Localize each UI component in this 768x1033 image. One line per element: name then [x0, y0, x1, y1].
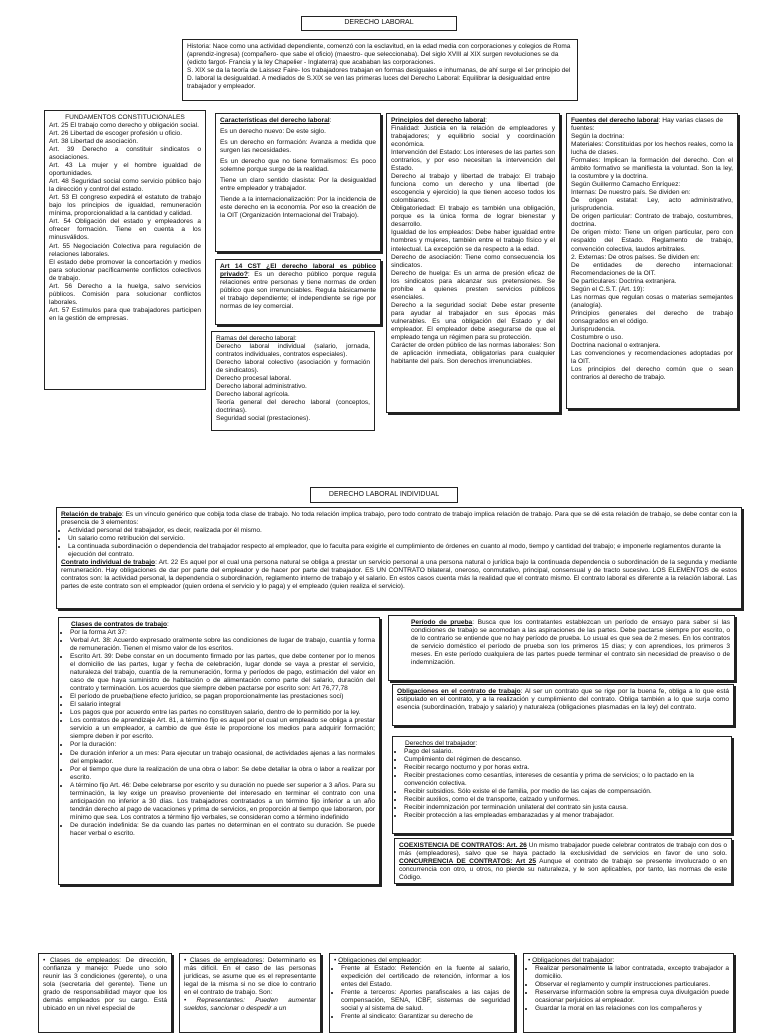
obligacion-trabajador-item: • Observar el reglamento y cumplir instrucciones particulares. — [535, 981, 729, 989]
rama-item: Derecho laboral agrícola. — [216, 391, 290, 399]
clases-contratos-box: Clases de contratos de trabajo: • Por la forma Art 37: • Verbal Art. 38: Acuerdo expresado oralmente sobre las condiciones de lugar de trabajo, cuantía y forma de remuneración. Tienen el mismo valor de los escritos. • Escrito Art. 39: Debe constar en un documento firmado por las partes, que debe contener por lo menos el domicilio de las partes, lugar y fecha de celebración, lugar donde se vaya a prestar el servicio, naturaleza del trabajo, cuantía de la remuneración, forma y períodos de pago, estimación del valor en caso de que haya suministro de habitación o de alimentación como parte del salario, duración del contrato y terminación. Los acuerdos que siempre deben pactarse por escrito son: Art 76,77,78 • El período de prueba(tiene efecto jurídico, se pagan proporcionalmente las prestaciones soci) • El salario integral • Los pagos que por acuerdo entre las partes no constituyen salario, dentro de lo permitido por la ley. • Los contratos de aprendizaje Art. 81, a término fijo es aquel por el cual un empleado se obliga a prestar servicio a un empleador, a cambio de que éste le proporcione los medios para adquirir formación; siempre deben ir por escrito. • Por la duración: • De duración inferior a un mes: Para ejecutar un trabajo ocasional, de actividades ajenas a las normales del empleador. • Por el tiempo que dure la realización de una obra o labor: Se debe detallar la obra o labor a realizar por escrito. • A término fijo Art. 46: Debe celebrarse por escrito y su duración no puede ser superior a 3 años. Para su terminación, la ley exige un preaviso proveniente del interesado en terminar el contrato con una anticipación no inferior a 30 días. Los trabajadores contratados a un término fijo inferior a un año tendrán derecho al pago de vacaciones y prima de servicios, en proporción al tiempo que laboraron, por mínimo que sea. Los contratos a término fijo verbales, se consideran como a término indefinido • De duración indefinida: Se da cuando las partes no determinan en el contrato su duración. Se puede hacer verbal o escrito. — [58, 617, 380, 885]
fuente-item: De particulares: Doctrina extranjera. — [571, 277, 677, 285]
fundamento-item: El estado debe promover la concertación y medios para solucionar pacíficamente conflictos colectivos de trabajo. — [49, 258, 201, 282]
obligacion-trabajador-item: • Realizar personalmente la labor contratada, excepto trabajador a domicilio. — [535, 965, 729, 981]
fundamento-item: Art. 39 Derecho a constituir sindicatos o asociaciones. — [49, 146, 201, 162]
rama-item: Derecho procesal laboral. — [216, 375, 292, 383]
fuente-item: 2. Externas: De otros países. Se dividen en: — [571, 253, 700, 261]
derecho-item: • Recibir protección a las empleadas embarazadas y al menor trabajador. — [404, 812, 727, 820]
clase-contrato-item: • El período de prueba(tiene efecto jurídico, se pagan proporcionalmente las prestaciones soci) — [70, 693, 375, 701]
caracteristica-item: Tiende a la internacionalización: Por la incidencia de este derecho en la economía. Por eso la creación de la OIT (Organización Internacional del Trabajo). — [220, 196, 376, 220]
obligaciones-contrato-box — [392, 684, 734, 726]
derecho-item: • Recibir auxilios, como el de transporte, calzado y uniformes. — [404, 796, 727, 804]
fundamento-item: Art. 38 Libertad de asociación. — [49, 138, 139, 146]
derecho-item: • Pago del salario. — [404, 748, 727, 756]
coexistencia-text: Un mismo trabajador puede celebrar contratos de trabajo con dos o más (empleadores), salvo que se haya pactado la exclusividad de servicios en favor de uno solo. — [399, 842, 728, 858]
obligaciones-empleador-box: • Obligaciones del empleador: • Frente al Estado: Retención en la fuente al salario, expedición del certificado de retención, informar a los entes del Estado. • Frente a terceros: Aportes parafiscales a las cajas de compensación, SENA, ICBF, sistemas de seguridad social y al sistema de salud. • Frente al sindicato: Garantizar su derecho de — [329, 953, 515, 1033]
art14-box — [215, 259, 381, 325]
derecho-item: • Cumplimiento del régimen de descanso. — [404, 756, 727, 764]
relacion-title: Relación de trabajo — [61, 511, 122, 518]
periodo-prueba-text: : Busca que los contratantes establezcan un período de ensayo para saber si las condiciones de trabajo se acomodan a las aspiraciones de las partes. Debe pactarse siempre por escrito, o de lo contrario se entiende que no hay período de prueba. Lo usual es que sea de 2 meses. En los contratos de servicio doméstico el período de prueba son los primeros 15 días; y con aprendices, los primeros 3 meses. En este período cualquiera de las partes puede terminar el contrato sin necesidad de preaviso o de indemnización. — [411, 619, 730, 667]
fuentes-title: Fuentes del derecho laboral — [571, 117, 659, 124]
art14-title: Art 14 CST ¿El derecho laboral es público privado? — [220, 263, 376, 279]
fundamento-item: Art. 53 El congreso expedirá el estatuto de trabajo bajo los principios de igualdad, remuneración mínima, proporcionalidad a la cantidad y calidad. — [49, 194, 201, 218]
clases-empleadores-title: Clases de empleadores — [189, 957, 263, 964]
fuente-item: De origen particular: Contrato de trabajo, costumbres, doctrina. — [571, 213, 733, 229]
fuente-item: Formales: Implican la formación del derecho. Con el ámbito formativo se manifiesta la voluntad. Son la ley, la costumbre y la doctrina. — [571, 157, 733, 181]
fundamento-item: Art. 48 Seguridad social como servicio público bajo la dirección y control del estado. — [49, 178, 201, 194]
clases-empleados-title: Clases de empleados — [50, 957, 120, 964]
ramas-box: Ramas del derecho laboral: Derecho laboral individual (salario, jornada, contratos individuales, contratos especiales). Derecho laboral colectivo (asociación y formación de sindicatos). Derecho procesal laboral. Derecho laboral administrativo. Derecho laboral agrícola. Teoría general del derecho laboral (conceptos, doctrinas). Seguridad social (prestaciones). — [211, 331, 375, 431]
principios-title: Principios del derecho laboral — [391, 117, 486, 124]
rama-item: Seguridad social (prestaciones). — [216, 415, 311, 423]
relacion-element-item: • Un salario como retribución del servicio. — [68, 535, 737, 543]
principio-item: Derecho a la seguridad social: Debe estar presente para ayudar al trabajador en sus épocas más vulnerables. Es una obligación del Estado y del empleador. El empleador debe asegurarse de que el empleado tenga un régimen para su protección. — [391, 301, 555, 341]
relacion-elements-list — [61, 527, 737, 559]
clase-contrato-item: • Los contratos de aprendizaje Art. 81, a término fijo es aquel por el cual un empleado se obliga a prestar servicio a un empleador, a cambio de que éste le proporcione los medios para adquirir formación; siempre deben ir por escrito. — [70, 717, 375, 741]
principio-item: Finalidad: Justicia en la relación de empleadores y trabajadores; y equilibrio social y coordinación económica. — [391, 125, 555, 149]
derecho-item: • Recibir subsidios. Sólo existe el de familia, por medio de las cajas de compensación. — [404, 788, 727, 796]
clase-contrato-item: • El salario integral — [70, 701, 375, 709]
clase-contrato-item: • Por el tiempo que dure la realización de una obra o labor: Se debe detallar la obra o labor a realizar por escrito. — [70, 766, 375, 782]
fundamento-item: Art. 57 Estímulos para que trabajadores participen en la gestión de empresas. — [49, 306, 201, 322]
rama-item: Teoría general del derecho laboral (conceptos, doctrinas). — [216, 399, 370, 415]
clase-contrato-item: • De duración indefinida: Se da cuando las partes no determinan en el contrato su duración. Se puede hacer verbal o escrito. — [70, 822, 375, 838]
principio-item: Igualdad de los empleados: Debe haber igualdad entre hombres y mujeres, también entre el trabajo físico y el intelectual. La excepción se da respecto a la edad. — [391, 229, 555, 253]
obligacion-trabajador-item: • Reservarse información sobre la empresa cuya divulgación puede ocasionar perjuicios al empleador. — [535, 989, 729, 1005]
periodo-prueba-title: Período de prueba — [411, 619, 473, 626]
fuente-item: Principios generales del derecho de trabajo consagrados en el código. — [571, 309, 733, 325]
history-text-2: S. XIX se da la teoría de Laissez Faire- los trabajadores trabajan en formas desiguales e inhumanas, de ahí surge el 1er principio del D. laboral la desigualdad. A mediados de S.XIX se ven las primeras luces del Derecho Laboral: Equilibrar la desigualdad entre trabajador y empleador. — [187, 66, 571, 90]
clases-empleados-box: • Clases de empleados: De dirección, confianza y manejo: Puede uno solo reunir las 3 condiciones (gerente), o una sola (secretaria del gerente). Tiene un grado de responsabilidad mayor que los demás empleados por su cargo. Está ubicado en un nivel especial de — [38, 953, 172, 1033]
fuente-item: Doctrina nacional o extranjera. — [571, 341, 661, 349]
rama-item: Derecho laboral administrativo. — [216, 383, 307, 391]
contrato-individual-text: : Art. 22 Es aquel por el cual una persona natural se obliga a prestar un servicio personal a una persona natural o jurídica bajo la continuada dependencia o subordinación de la segunda y mediante remuneración. Hay obligaciones de dar por parte del empleador y de hacer por parte del trabajador. ES UN CONTRATO bilateral, oneroso, conmutativo, principal, consensual y de tracto sucesivo. LOS ELEMENTOS de estos contratos son: la actividad personal, la dependencia o subordinación, reglamento interno de trabajo y el salario. En estos casos cuenta más la realidad que el contrato mismo. El contrato laboral es diferente a la relación laboral. Las partes de este contrato son el empleador (quien ordena el servicio y lo paga) y el empleado (quien realiza el servicio). — [61, 559, 738, 591]
clases-empleadores-box: • Clases de empleadores: Determinarlo es más difícil. En el caso de las personas jurídicas, se asume que es el representante legal de la misma si no se dice lo contrario en el contrato de trabajo. Son: • Representantes: Pueden aumentar sueldos, sancionar o despedir a un — [179, 953, 321, 1033]
history-box — [182, 39, 578, 101]
relacion-element-item: • La continuada subordinación o dependencia del trabajador respecto al empleador, que lo faculta para exigirle el cumplimiento de órdenes en cuanto al modo, tiempo y cantidad del trabajo; e imponerle reglamentos durante la ejecución del contrato. — [68, 543, 737, 559]
caracteristicas-title: Características del derecho laboral — [220, 117, 330, 124]
clase-contrato-item: • De duración inferior a un mes: Para ejecutar un trabajo ocasional, de actividades ajenas a las normales del empleador. — [70, 750, 375, 766]
fuente-item: De origen estatal: Ley, acto administrativo, jurisprudencia. — [571, 197, 733, 213]
concurrencia-title: CONCURRENCIA DE CONTRATOS: Art 25 — [399, 858, 537, 866]
obligacion-empleador-item: • Frente al Estado: Retención en la fuente al salario, expedición del certificado de retención, informar a los entes del Estado. — [341, 965, 510, 989]
clases-contratos-title: Clases de contratos de trabajo — [71, 621, 168, 628]
fuentes-list — [571, 133, 733, 382]
relacion-element-item: • Actividad personal del trabajador, es decir, realizada por él mismo. — [68, 527, 737, 535]
clase-contrato-item: • Por la forma Art 37: — [70, 629, 375, 637]
fuente-item: Según la doctrina: — [571, 133, 625, 141]
clase-contrato-item: • Verbal Art. 38: Acuerdo expresado oralmente sobre las condiciones de lugar de trabajo, cuantía y forma de remuneración. Tienen el mismo valor de los escritos. — [70, 637, 375, 653]
caracteristicas-box: Características del derecho laboral: Es un derecho nuevo: De este siglo. Es un derecho en formación: Avanza a medida que surgen las necesidades. Es un derecho que no tiene formalismos: Es poco solemne porque surge de la realidad. Tiene un claro sentido clasista: Por la desigualdad entre empleador y trabajador. Tiende a la internacionalización: Por la incidencia de este derecho en la economía. Por eso la creación de la OIT (Organización Internacional del Trabajo). — [215, 113, 381, 252]
fuentes-box — [566, 113, 738, 409]
obligacion-empleador-item: • Frente a terceros: Aportes parafiscales a las cajas de compensación, SENA, ICBF, sistemas de seguridad social y al sistema de salud. — [341, 989, 510, 1013]
coexistencia-title: COEXISTENCIA DE CONTRATOS: Art. 26 — [399, 842, 527, 849]
obligaciones-contrato-title: Obligaciones en el contrato de trabajo — [397, 688, 521, 695]
caracteristica-item: Es un derecho nuevo: De este siglo. — [220, 128, 326, 136]
fuente-item: De entidades de derecho internacional: Recomendaciones de la OIT. — [571, 261, 733, 277]
clase-contrato-item: • Los pagos que por acuerdo entre las partes no constituyen salario, dentro de lo permitido por la ley. — [70, 709, 375, 717]
rama-item: Derecho laboral individual (salario, jornada, contratos individuales, contratos especiales). — [216, 343, 370, 359]
page-title — [301, 16, 457, 31]
clase-contrato-item: • Por la duración: — [70, 741, 375, 749]
fuente-item: Materiales: Constituidas por los hechos reales, como la lucha de clases. — [571, 141, 733, 157]
fuente-item: Internas: De nuestro país. Se dividen en: — [571, 189, 691, 197]
derechos-list — [397, 748, 727, 820]
derecho-item: • Recibir recargo nocturno y por horas extra. — [404, 764, 727, 772]
caracteristica-item: Es un derecho en formación: Avanza a medida que surgen las necesidades. — [220, 139, 376, 155]
obligaciones-contrato-text: : Al ser un contrato que se rige por la buena fe, obliga a lo que está estipulado en el contrato, y a la realización y cumplimiento del contrato. Obliga también a lo que surja como esencia (subordinación, trabajo y salario) y naturaleza (obligaciones plasmadas en la ley) del contrato. — [397, 688, 729, 712]
caracteristica-item: Es un derecho que no tiene formalismos: Es poco solemne porque surge de la realidad. — [220, 158, 376, 174]
relacion-text: : Es un vínculo genérico que cobija toda clase de trabajo. No toda relación implica trabajo, pero todo contrato de trabajo implica relación de trabajo. Para que se dé esta relación de trabajo, se debe contar con la presencia de 3 elementos: — [61, 511, 737, 527]
fuente-item: Según Guillermo Camacho Enríquez: — [571, 181, 681, 189]
rama-item: Derecho laboral colectivo (asociación y formación de sindicatos). — [216, 359, 370, 375]
clases-empleados-text: De dirección, confianza y manejo: Puede uno solo reunir las 3 condiciones (gerente), o una sola (secretaria del gerente). Tiene un grado de responsabilidad mayor que los demás empleados por su cargo. Está ubicado en un nivel especial de — [43, 957, 167, 1013]
fundamento-item: Art. 54 Obligación del estado y empleadores a ofrecer formación. Tiene en cuenta a los minusválidos. — [49, 218, 201, 242]
derecho-item: • Recibir indemnización por terminación unilateral del contrato sin justa causa. — [404, 804, 727, 812]
fuente-item: Los principios del derecho común que o sean contrarios al derecho de trabajo. — [571, 365, 733, 381]
relacion-box — [56, 507, 742, 609]
individual-title-text: DERECHO LABORAL INDIVIDUAL — [328, 490, 440, 498]
obligaciones-trabajador-box: • Obligaciones del trabajador: • Realizar personalmente la labor contratada, excepto trabajador a domicilio. • Observar el reglamento y cumplir instrucciones particulares. • Reservarse información sobre la empresa cuya divulgación puede ocasionar perjuicios al empleador. • Guardar la moral en las relaciones con los compañeros y — [523, 953, 734, 1033]
principio-item: Obligatoriedad: El trabajo es también una obligación, porque es la única forma de lograr bienestar y desarrollo. — [391, 205, 555, 229]
fuente-item: Las convenciones y recomendaciones adoptadas por la OIT. — [571, 349, 733, 365]
obligaciones-trabajador-title: Obligaciones del trabajador — [532, 957, 613, 964]
concurrencia-text: Aunque el contrato de trabajo se presente involucrado o en concurrencia con otro, u otros, no pierde su naturaleza, y le son aplicables, por tanto, las normas de este Código. — [399, 858, 727, 882]
fundamentos-box — [44, 110, 206, 390]
fundamento-item: Art. 56 Derecho a la huelga, salvo servicios públicos. Comisión para solucionar conflictos laborales. — [49, 282, 201, 306]
fundamentos-title: FUNDAMENTOS CONSTITUCIONALES — [65, 114, 185, 121]
fuente-item: Según el C.S.T. (Art. 19): — [571, 285, 645, 293]
obligaciones-empleador-title: Obligaciones del empleador — [338, 957, 420, 964]
principio-item: Carácter de orden público de las normas laborales: Son de aplicación inmediata, obligatorias para cualquier habitante del país. Son derechos irrenunciables. — [391, 341, 555, 365]
principio-item: Derecho de asociación: Tiene como consecuencia los sindicatos. — [391, 253, 555, 269]
fundamentos-list — [49, 122, 201, 323]
caracteristicas-list — [220, 128, 376, 220]
fundamento-item: Art. 25 El trabajo como derecho y obligación social. — [49, 122, 199, 130]
fuente-item: Costumbre o uso. — [571, 333, 624, 341]
page-title-text: DERECHO LABORAL — [344, 19, 414, 27]
principio-item: Derecho de huelga: Es un arma de presión eficaz de los sindicatos para alcanzar sus pretensiones. Se prohíbe a quienes presten servicios públicos esenciales. — [391, 269, 555, 301]
coexistencia-box — [394, 838, 732, 884]
obligacion-trabajador-item: • Guardar la moral en las relaciones con los compañeros y — [535, 1005, 729, 1013]
fuente-item: De origen mixto: Tiene un origen particular, pero con respaldo del Estado. Reglamento de trabajo, convención colectiva, laudos arbitrales. — [571, 229, 733, 253]
fundamento-item: Art. 43 La mujer y el hombre igualdad de oportunidades. — [49, 162, 201, 178]
contrato-individual-title: Contrato individual de trabajo — [61, 559, 156, 567]
principio-item: Intervención del Estado: Los intereses de las partes son contrarios, y por eso necesitan la intervención del Estado. — [391, 149, 555, 173]
clases-contratos-list — [63, 629, 375, 838]
clase-contrato-item: • A término fijo Art. 46: Debe celebrarse por escrito y su duración no puede ser superior a 3 años. Para su terminación, la ley exige un preaviso proveniente del interesado en terminar el contrato con una anticipación no inferior a 30 días. Los trabajadores contratados a un término fijo inferior a un año tendrán derecho al pago de vacaciones y prima de servicios, en proporción al tiempo que laboraron, por mínimo que sea. Los contratos a término fijo verbales, se consideran como a término indefinido — [70, 782, 375, 822]
caracteristica-item: Tiene un claro sentido clasista: Por la desigualdad entre empleador y trabajador. — [220, 177, 376, 193]
obligacion-empleador-item: • Frente al sindicato: Garantizar su derecho de — [341, 1013, 510, 1021]
fundamento-item: Art. 55 Negociación Colectiva para regulación de relaciones laborales. — [49, 242, 201, 258]
clases-empleadores-item: Representantes: Pueden aumentar sueldos, sancionar o despedir a un — [184, 997, 316, 1013]
art14-text: : Es un derecho público porque regula relaciones entre personas y tiene normas de orden público que son irrenunciables. Regula básicamente el trabajo dependiente; el independiente se rige por normas de ley comercial. — [220, 271, 376, 311]
history-text: Historia: Nace como una actividad dependiente, comenzó con la esclavitud, en la edad media con corporaciones y colegios de Roma (aprendiz-ingresa) (compañero- que sabe el oficio) (maestro- que seleccionaba). Del siglo XVIII al XIX surgen revoluciones se da (edicto fargot- Francia y la ley Chapelier - Inglaterra) que acababan las corporaciones. — [187, 43, 571, 66]
obligaciones-empleador-list — [334, 965, 510, 1021]
clases-empleadores-text: Determinarlo es más difícil. En el caso de las personas jurídicas, se asume que es el representante legal de la misma si no se dice lo contrario en el contrato de trabajo. Son: — [184, 957, 317, 997]
derecho-item: • Recibir prestaciones como cesantías, intereses de cesantía y prima de servicios; o lo pactado en la convención colectiva. — [404, 772, 727, 788]
periodo-prueba-box — [388, 615, 735, 681]
principio-item: Derecho al trabajo y libertad de trabajo: El trabajo funciona como un derecho y una libertad (de escogencia y ejercicio) la que tienen acceso todos los colombianos. — [391, 173, 555, 205]
derechos-box: Derechos del trabajador: • Pago del salario. • Cumplimiento del régimen de descanso. • Recibir recargo nocturno y por horas extra. • Recibir prestaciones como cesantías, intereses de cesantía y prima de servicios; o lo pactado en la convención colectiva. • Recibir subsidios. Sólo existe el de familia, por medio de las cajas de compensación. • Recibir auxilios, como el de transporte, calzado y uniformes. • Recibir indemnización por terminación unilateral del contrato sin justa causa. • Recibir protección a las empleadas embarazadas y al menor trabajador. — [392, 736, 732, 834]
clase-contrato-item: • Escrito Art. 39: Debe constar en un documento firmado por las partes, que debe contener por lo menos el domicilio de las partes, lugar y fecha de celebración, lugar donde se vaya a prestar el servicio, naturaleza del trabajo, cuantía de la remuneración, forma y períodos de pago, estimación del valor en caso de que haya suministro de habitación o de alimentación como parte del salario, duración del contrato y terminación. Los acuerdos que siempre deben pactarse por escrito son: Art 76,77,78 — [70, 653, 375, 693]
principios-box: Principios del derecho laboral: Finalidad: Justicia en la relación de empleadores y trabajadores; y equilibrio social y coordinación económica. Intervención del Estado: Los intereses de las partes son contrarios, y por eso necesitan la intervención del Estado. Derecho al trabajo y libertad de trabajo: El trabajo funciona como un derecho y una libertad (de escogencia y ejercicio) la que tienen acceso todos los colombianos. Obligatoriedad: El trabajo es también una obligación, porque es la única forma de lograr bienestar y desarrollo. Igualdad de los empleados: Debe haber igualdad entre hombres y mujeres, también entre el trabajo físico y el intelectual. La excepción se da respecto a la edad. Derecho de asociación: Tiene como consecuencia los sindicatos. Derecho de huelga: Es un arma de presión eficaz de los sindicatos para alcanzar sus pretensiones. Se prohíbe a quienes presten servicios públicos esenciales. Derecho a la seguridad social: Debe estar presente para ayudar al trabajador en sus épocas más vulnerables. Es una obligación del Estado y del empleador. El empleador debe asegurarse de que el empleado tenga un régimen para su protección. Carácter de orden público de las normas laborales: Son de aplicación inmediata, obligatorias para cualquier habitante del país. Son derechos irrenunciables. — [386, 113, 560, 413]
ramas-title: Ramas del derecho laboral — [216, 335, 295, 342]
ramas-list — [216, 343, 370, 423]
fundamento-item: Art. 26 Libertad de escoger profesión u oficio. — [49, 130, 183, 138]
fuente-item: Jurisprudencia. — [571, 325, 616, 333]
fuente-item: Las normas que regulan cosas o materias semejantes (analogía). — [571, 293, 733, 309]
principios-list — [391, 125, 555, 366]
individual-title — [310, 487, 458, 503]
obligaciones-trabajador-list — [528, 965, 729, 1013]
fuentes-title-rest: : Hay varias clases de fuentes: — [571, 117, 724, 133]
derechos-title: Derechos del trabajador — [405, 740, 476, 747]
